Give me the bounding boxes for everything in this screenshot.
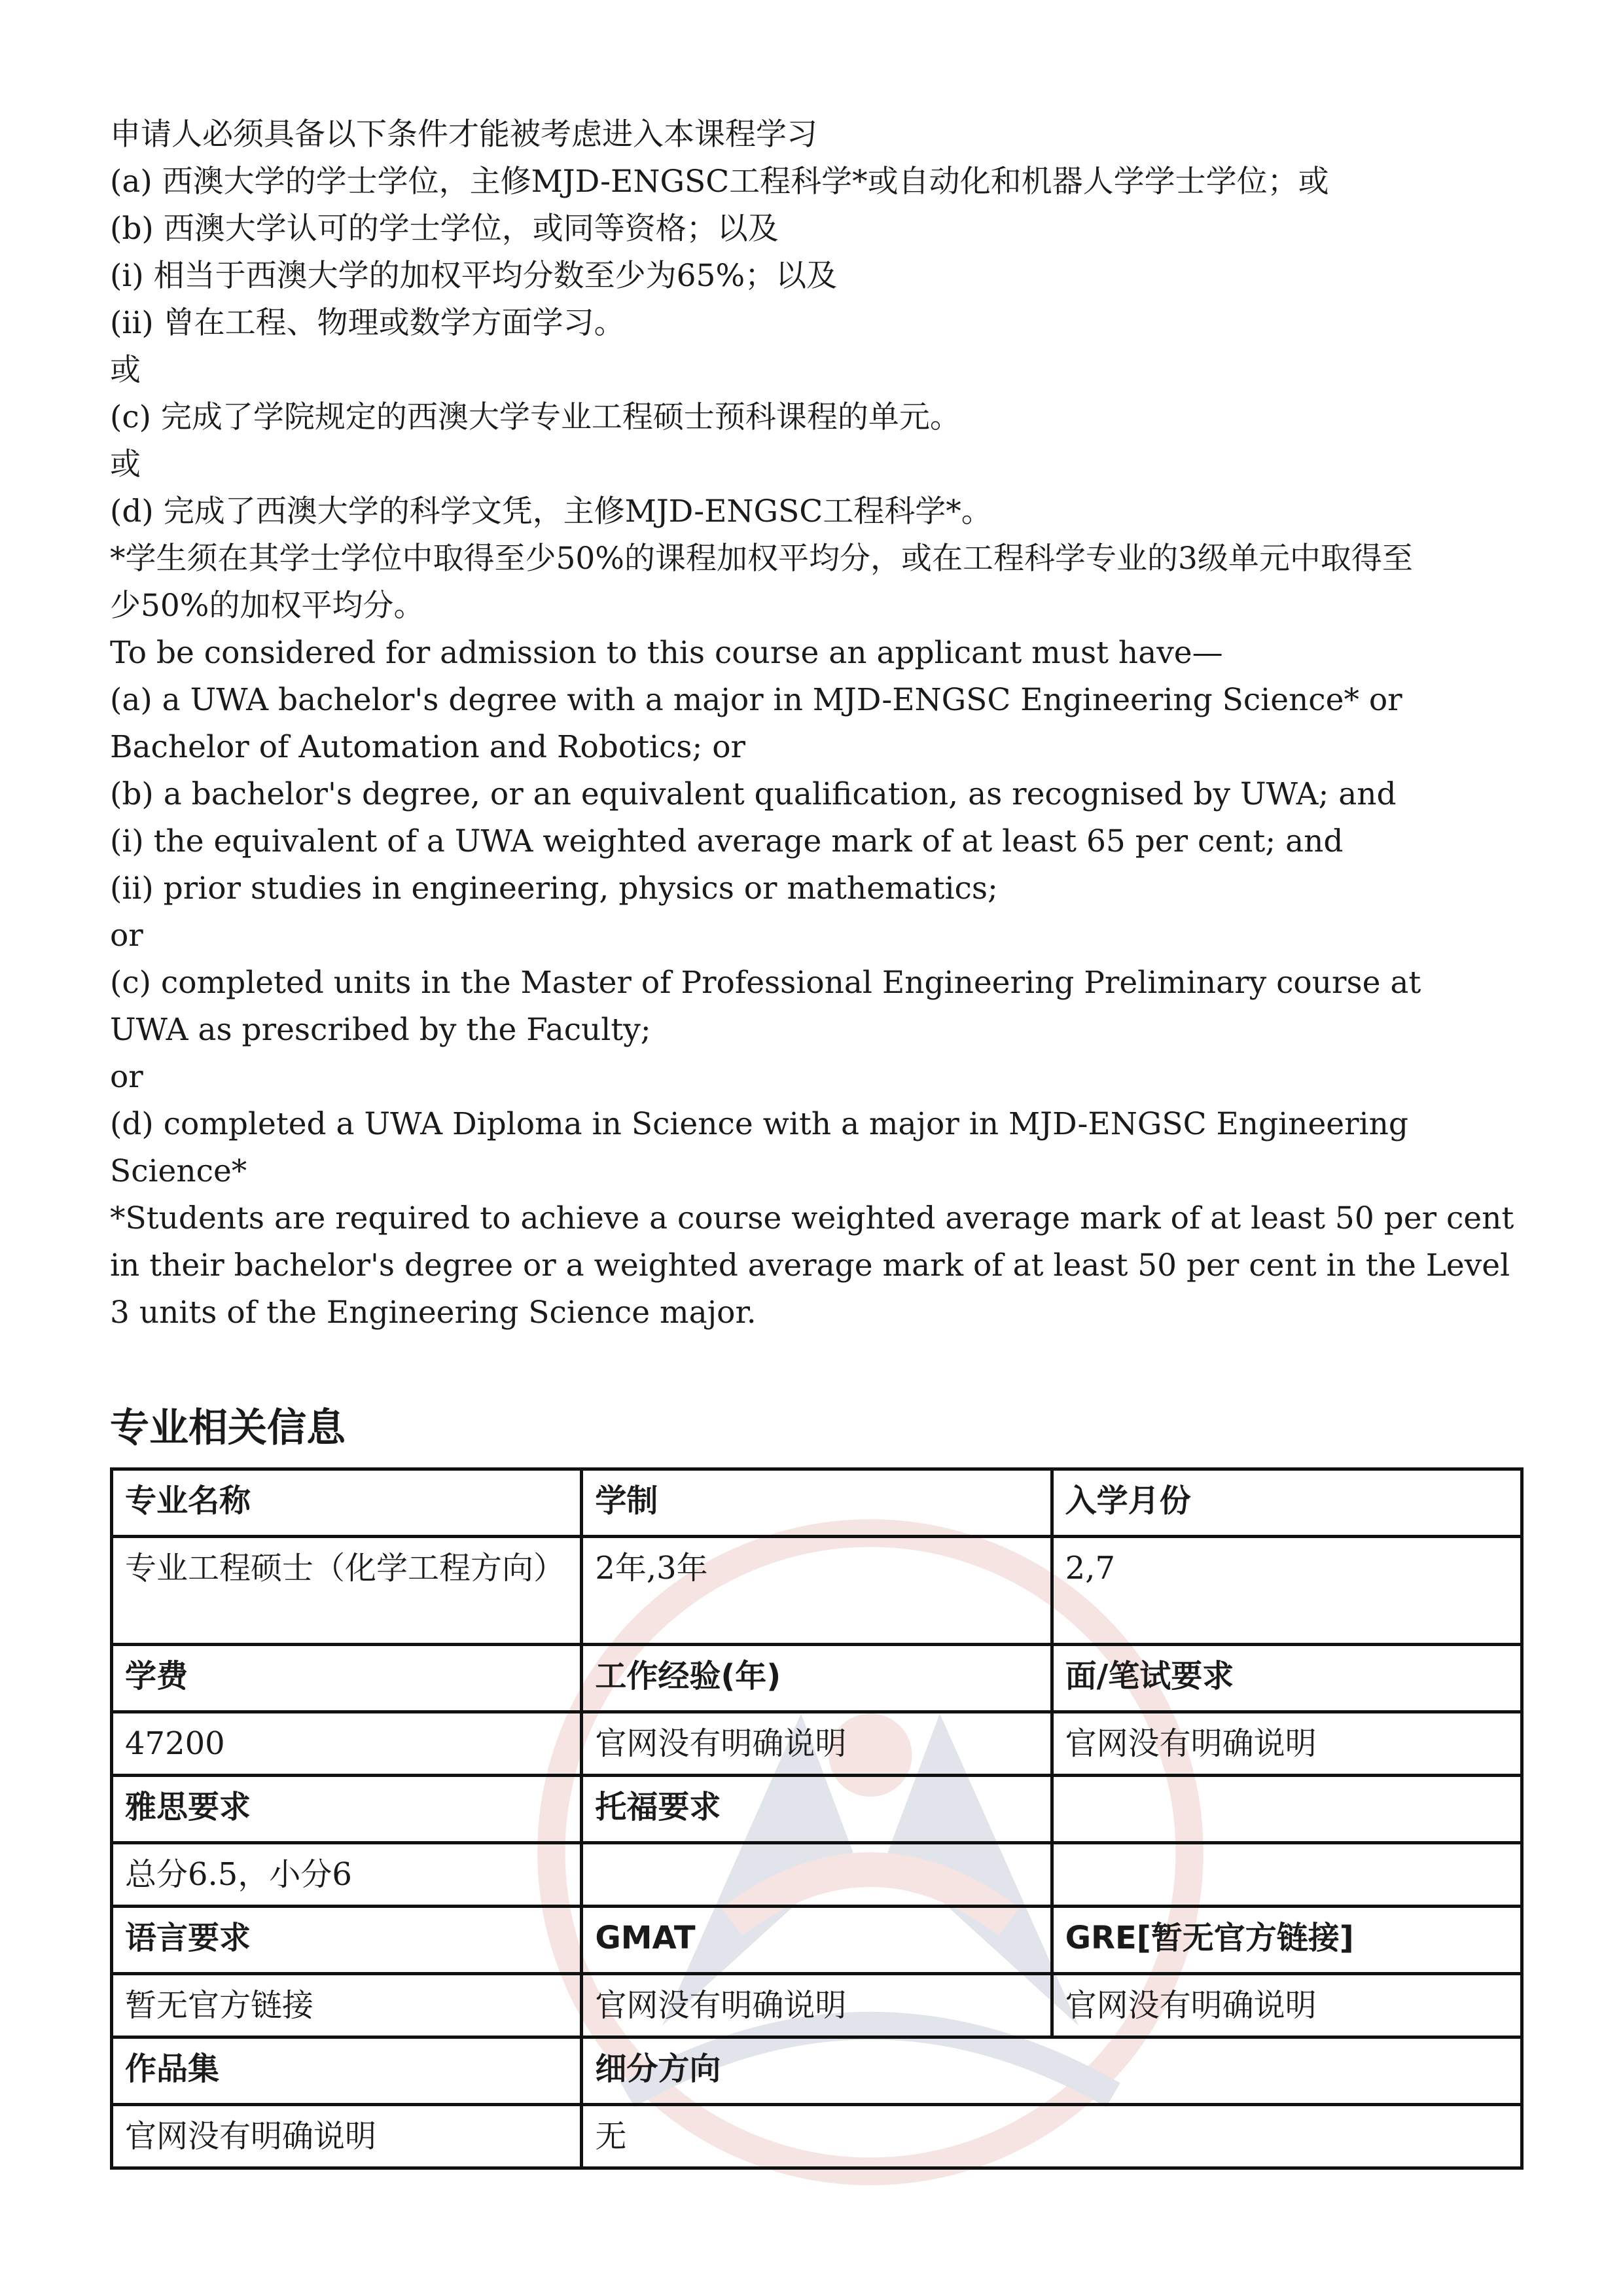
text-line: or xyxy=(110,918,143,954)
tuition-value: 47200 xyxy=(112,1712,582,1776)
intake-label: 入学月份 xyxy=(1052,1469,1522,1537)
admission-requirements-zh xyxy=(110,111,1524,630)
specialization-label: 细分方向 xyxy=(582,2037,1522,2105)
section-title: 专业相关信息 xyxy=(110,1405,346,1451)
toefl-value xyxy=(582,1843,1052,1907)
text-line: (i) 相当于西澳大学的加权平均分数至少为65%；以及 xyxy=(110,258,838,294)
admission-requirements-en xyxy=(110,630,1524,1336)
ielts-label: 雅思要求 xyxy=(112,1776,582,1843)
text-line: To be considered for admission to this course an applicant must have— xyxy=(110,635,1223,671)
text-line: 3 units of the Engineering Science major. xyxy=(110,1295,757,1331)
text-line: (ii) 曾在工程、物理或数学方面学习。 xyxy=(110,305,625,341)
text-line: (i) the equivalent of a UWA weighted average mark of at least 65 per cent; and xyxy=(110,823,1344,859)
table-row xyxy=(112,1645,1522,1712)
text-line: *学生须在其学士学位中取得至少50%的课程加权平均分，或在工程科学专业的3级单元中取得至 xyxy=(110,541,1413,577)
work-experience-label: 工作经验(年) xyxy=(582,1645,1052,1712)
text-line: (c) 完成了学院规定的西澳大学专业工程硕士预科课程的单元。 xyxy=(110,399,961,435)
table-row xyxy=(112,2105,1522,2168)
interview-label: 面/笔试要求 xyxy=(1052,1645,1522,1712)
intake-value: 2,7 xyxy=(1052,1537,1522,1645)
empty-cell xyxy=(1052,1776,1522,1843)
tuition-label: 学费 xyxy=(112,1645,582,1712)
text-line: (b) a bachelor's degree, or an equivalent qualification, as recognised by UWA; and xyxy=(110,776,1397,812)
table-row xyxy=(112,1712,1522,1776)
program-info-table xyxy=(110,1467,1524,2170)
table-row xyxy=(112,2037,1522,2105)
duration-value: 2年,3年 xyxy=(582,1537,1052,1645)
text-line: (ii) prior studies in engineering, physics or mathematics; xyxy=(110,870,998,906)
text-line: (d) 完成了西澳大学的科学文凭，主修MJD-ENGSC工程科学*。 xyxy=(110,493,992,529)
text-line: (c) completed units in the Master of Professional Engineering Preliminary course at xyxy=(110,965,1421,1001)
language-value: 暂无官方链接 xyxy=(112,1974,582,2037)
program-name-value: 专业工程硕士（化学工程方向） xyxy=(112,1537,582,1645)
ielts-value: 总分6.5，小分6 xyxy=(112,1843,582,1907)
interview-value: 官网没有明确说明 xyxy=(1052,1712,1522,1776)
toefl-label: 托福要求 xyxy=(582,1776,1052,1843)
table-row xyxy=(112,1974,1522,2037)
specialization-value: 无 xyxy=(582,2105,1522,2168)
table-row xyxy=(112,1776,1522,1843)
gmat-value: 官网没有明确说明 xyxy=(582,1974,1052,2037)
work-experience-value: 官网没有明确说明 xyxy=(582,1712,1052,1776)
duration-label: 学制 xyxy=(582,1469,1052,1537)
program-name-label: 专业名称 xyxy=(112,1469,582,1537)
language-label: 语言要求 xyxy=(112,1907,582,1974)
text-line: *Students are required to achieve a course weighted average mark of at least 50 per cent xyxy=(110,1200,1514,1236)
empty-cell xyxy=(1052,1843,1522,1907)
text-line: UWA as prescribed by the Faculty; xyxy=(110,1012,651,1048)
text-line: 少50%的加权平均分。 xyxy=(110,588,425,624)
table-row xyxy=(112,1907,1522,1974)
text-line: 申请人必须具备以下条件才能被考虑进入本课程学习 xyxy=(110,117,817,152)
portfolio-value: 官网没有明确说明 xyxy=(112,2105,582,2168)
gre-label: GRE[暂无官方链接] xyxy=(1052,1907,1522,1974)
gre-value: 官网没有明确说明 xyxy=(1052,1974,1522,2037)
text-line: (a) a UWA bachelor's degree with a major in MJD-ENGSC Engineering Science* or xyxy=(110,682,1402,718)
text-line: in their bachelor's degree or a weighted average mark of at least 50 per cent in the Level xyxy=(110,1247,1510,1283)
table-row xyxy=(112,1537,1522,1645)
text-line: (a) 西澳大学的学士学位，主修MJD-ENGSC工程科学*或自动化和机器人学学士学位；或 xyxy=(110,164,1329,200)
text-line: (d) completed a UWA Diploma in Science with a major in MJD-ENGSC Engineering xyxy=(110,1106,1408,1142)
text-line: Science* xyxy=(110,1153,247,1189)
text-line: 或 xyxy=(110,352,141,388)
text-line: 或 xyxy=(110,446,141,482)
text-line: (b) 西澳大学认可的学士学位，或同等资格；以及 xyxy=(110,211,779,247)
table-row xyxy=(112,1469,1522,1537)
table-row xyxy=(112,1843,1522,1907)
text-line: Bachelor of Automation and Robotics; or xyxy=(110,729,746,765)
text-line: or xyxy=(110,1059,143,1095)
gmat-label: GMAT xyxy=(582,1907,1052,1974)
portfolio-label: 作品集 xyxy=(112,2037,582,2105)
